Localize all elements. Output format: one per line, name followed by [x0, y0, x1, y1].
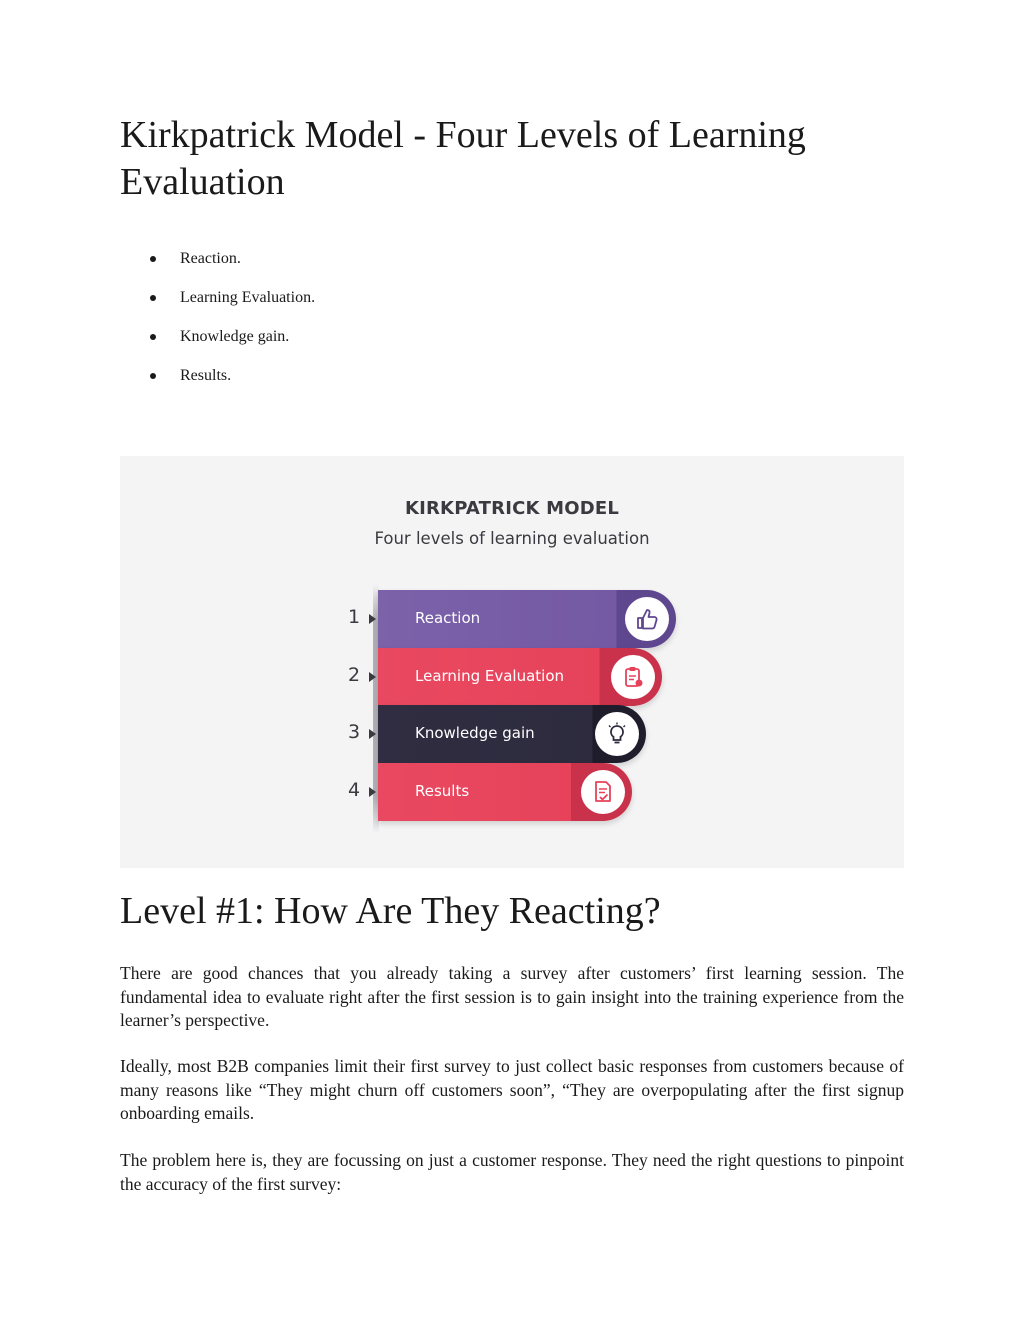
level-label: Reaction: [415, 609, 481, 627]
arrow-icon: [369, 672, 376, 682]
arrow-icon: [369, 787, 376, 797]
infographic-title: KIRKPATRICK MODEL: [404, 498, 620, 519]
level-label: Results: [415, 782, 470, 800]
bullet-dot: [150, 373, 156, 379]
level-number: 3: [347, 721, 361, 743]
level-band: [378, 763, 632, 821]
list-item: [120, 285, 315, 324]
thumbs-up-icon: [625, 597, 669, 641]
list-item-label: Learning Evaluation.: [180, 289, 316, 306]
level-band: [378, 648, 662, 706]
kirkpatrick-infographic: [120, 456, 904, 868]
body-paragraph: There are good chances that you already taking a survey after customers’ first learning session. The fundamental idea to evaluate right after the first session is to gain insight into the training experience from the learner’s perspective.: [120, 963, 904, 1030]
bullet-dot: [150, 256, 156, 262]
level-label: Learning Evaluation: [415, 667, 565, 685]
infographic-subtitle: Four levels of learning evaluation: [374, 529, 650, 548]
list-item: [120, 363, 315, 402]
level-band: [378, 590, 676, 648]
document-check-icon: [581, 770, 625, 814]
list-item: [120, 246, 315, 285]
arrow-icon: [369, 614, 376, 624]
level-number: 4: [347, 779, 361, 801]
bullet-dot: [150, 295, 156, 301]
level-label: Knowledge gain: [415, 724, 535, 742]
list-item-label: Results.: [180, 367, 232, 384]
arrow-icon: [369, 729, 376, 739]
body-paragraph: Ideally, most B2B companies limit their first survey to just collect basic responses from customers because of many reasons like “They might churn off customers soon”, “They are overpopulating after the first signup onboarding emails.: [120, 1056, 904, 1123]
section-heading: Level #1: How Are They Reacting?: [120, 890, 661, 932]
list-item-label: Reaction.: [180, 250, 241, 267]
list-item-label: Knowledge gain.: [180, 328, 290, 345]
lightbulb-head-icon: [595, 712, 639, 756]
bullet-list: [120, 246, 315, 402]
level-number: 2: [347, 664, 361, 686]
page-title: Kirkpatrick Model - Four Levels of Learning Evaluation: [120, 114, 806, 203]
list-item: [120, 324, 315, 363]
level-number: 1: [347, 606, 361, 628]
bullet-dot: [150, 334, 156, 340]
body-paragraph: The problem here is, they are focussing on just a customer response. They need the right questions to pinpoint the accuracy of the first survey:: [120, 1150, 904, 1194]
clipboard-check-icon: [611, 655, 655, 699]
level-band: [378, 705, 646, 763]
